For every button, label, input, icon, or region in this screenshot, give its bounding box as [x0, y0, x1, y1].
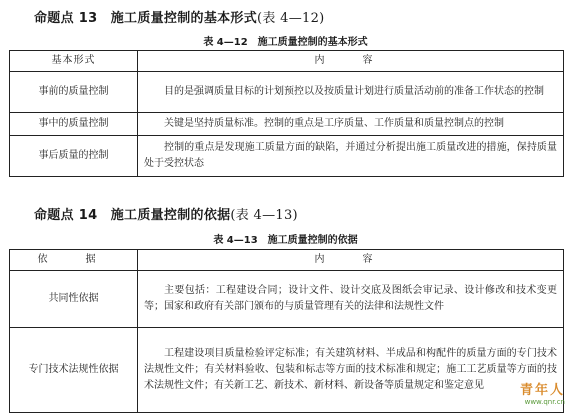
row-label: 事中的质量控制 — [10, 113, 138, 136]
row-content: 目的是强调质量目标的计划预控以及按质量计划进行质量活动前的准备工作状态的控制 — [138, 72, 564, 113]
section-14-heading — [34, 204, 298, 223]
column-header-form: 基本形式 — [10, 51, 138, 72]
table-4-13 — [9, 249, 564, 413]
column-header-basis: 依 据 — [10, 250, 138, 271]
section-13-table-ref: (表 4—12) — [257, 11, 325, 26]
table-header-row — [10, 51, 564, 72]
section-14-title: 命题点 14 施工质量控制的依据 — [34, 208, 231, 223]
section-13-title: 命题点 13 施工质量控制的基本形式 — [34, 11, 258, 26]
table-header-row — [10, 250, 564, 271]
table-4-13-caption: 表 4—13 施工质量控制的依据 — [213, 235, 358, 246]
row-label: 事前的质量控制 — [10, 72, 138, 113]
watermark-text: 青年人 — [519, 383, 565, 398]
table-row — [10, 328, 564, 413]
watermark-url: www.qnr.cn — [524, 398, 565, 406]
column-header-content: 内 容 — [138, 51, 564, 72]
table-row — [10, 136, 564, 177]
table-row — [10, 72, 564, 113]
table-row — [10, 113, 564, 136]
row-content: 主要包括：工程建设合同；设计文件、设计交底及图纸会审记录、设计修改和技术变更等；国家和政府有关部门颁布的与质量管理有关的法律和法规性文件 — [138, 271, 564, 328]
row-label: 共同性依据 — [10, 271, 138, 328]
section-14-table-ref: (表 4—13) — [230, 208, 298, 223]
row-content: 控制的重点是发现施工质量方面的缺陷，并通过分析提出施工质量改进的措施，保持质量处于受控状态 — [138, 136, 564, 177]
section-13-heading — [34, 7, 325, 26]
row-content: 工程建设项目质量检验评定标准；有关建筑材料、半成品和构配件的质量方面的专门技术法规性文件；有关材料验收、包装和标志等方面的技术标准和规定；施工工艺质量等方面的技术法规性文件；有关新工艺、新技术、新材料、新设备等质量规定和鉴定意见 — [138, 328, 564, 413]
row-content: 关键是坚持质量标准。控制的重点是工序质量、工作质量和质量控制点的控制 — [138, 113, 564, 136]
column-header-content: 内 容 — [138, 250, 564, 271]
row-label: 专门技术法规性依据 — [10, 328, 138, 413]
row-label: 事后质量的控制 — [10, 136, 138, 177]
site-watermark — [520, 379, 565, 406]
table-4-12 — [9, 50, 564, 177]
table-4-12-caption: 表 4—12 施工质量控制的基本形式 — [203, 37, 368, 48]
table-row — [10, 271, 564, 328]
